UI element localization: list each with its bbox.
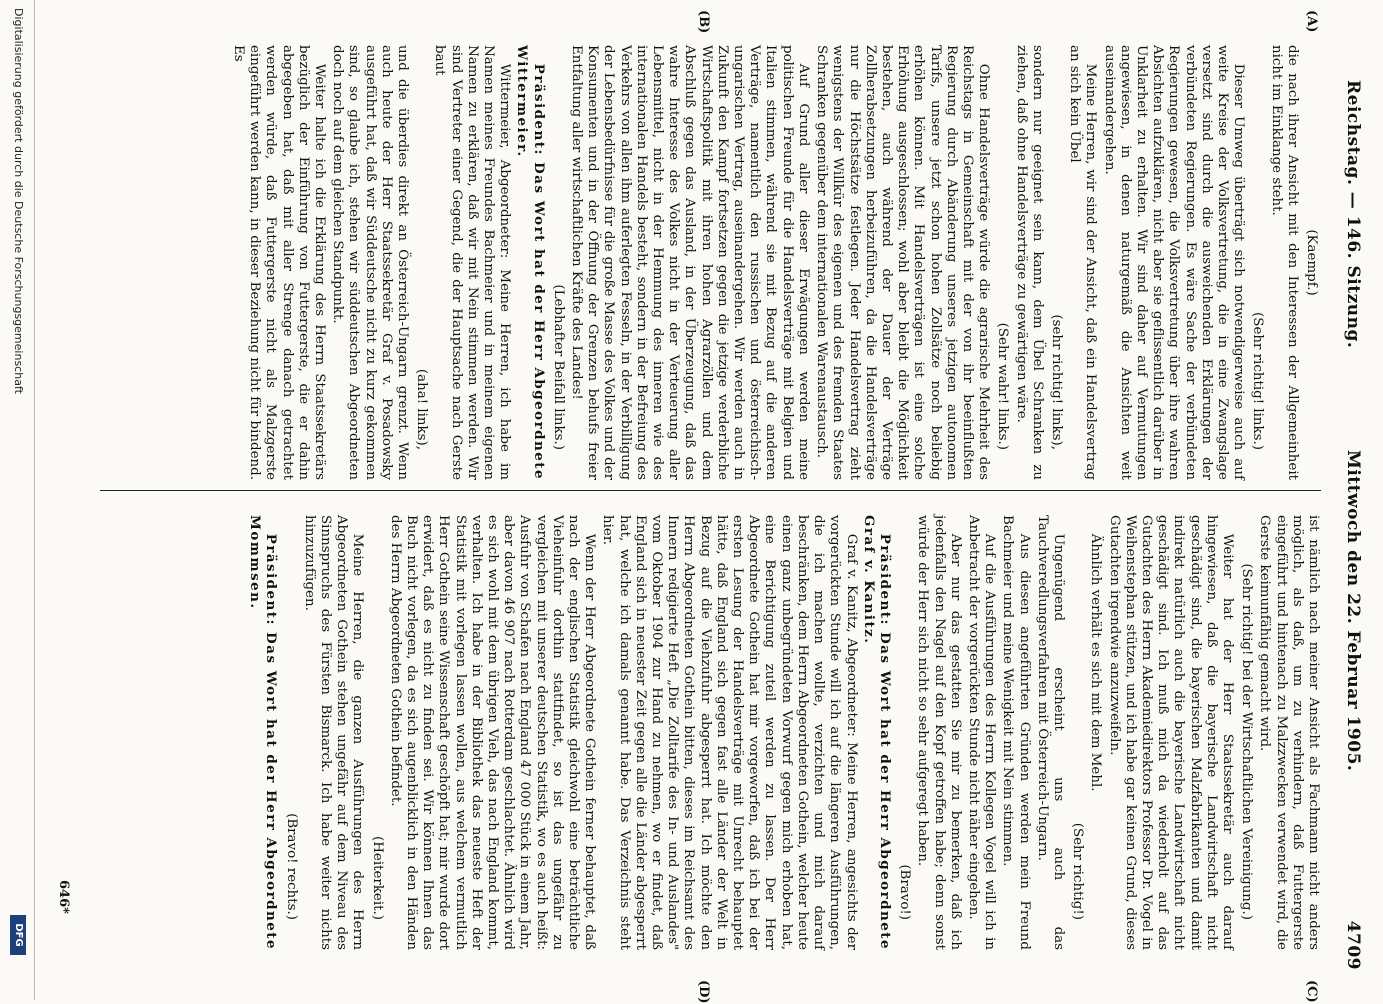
paragraph: Wenn der Herr Abgeordnete Gothein ferner behauptet, daß nach der englischen Statistik gleichwohl eine beträchtliche Vieheinfuhr dorthin stattfindet, so ist das ungefähr zu vergleichen mit unserer deutschen Statistik, wo es auch heißt: Ausfuhr von Schafen nach England 47 000 Stück in einem Jahr, aber davon 46 907 nach Rotterdam geschlachtet. Ähnlich wird es sich wohl mit dem übrigen Vieh, das nach England kommt, verhalten. Ich habe in der Bibliothek das neueste Heft der Statistik mit vorlegen lassen wollen, aus welchem vermutlich Herr Gothein seine Wissenschaft geschöpft hat; mir wurde dort erwidert, daß es nicht zu finden sei. Wir können Ihnen das Buch nicht vorlegen, da es sich augenblicklich in den Händen des Herrn Abgeordneten Gothein befindet. xyxy=(387,515,598,950)
folio-number: 646* xyxy=(56,880,71,914)
margin-marker-c: (C) xyxy=(1304,980,1319,1003)
header-session: Reichstag. — 146. Sitzung. xyxy=(1343,80,1363,349)
paragraph: Dieser Umweg überträgt sich notwendigerweise auch auf weite Kreise der Volksvertretung, die in eine Zwangslage versetzt sind durch die ausweichenden Erklärungen der verbündeten Regierungen. Es wäre Sache der verbündeten Regierungen gewesen, die Volksvertretung über ihre wahren Absichten aufzuklären, nicht aber sie geflissentlich darüber in Unklarheit zu erhalten. Wir sind daher auf Vermutungen angewiesen, in denen naturgemäß die Ansichten weit auseinandergehen. xyxy=(1101,45,1247,480)
interjection: (Sehr richtig! bei der Wirtschaftlichen Vereinigung.) xyxy=(1239,563,1255,920)
column-divider xyxy=(100,490,1321,491)
paragraph: ist nämlich nach meiner Ansicht als Fachmann nicht anders möglich, als daß, um zu verhindern, daß Futtergerste eingeführt und hintenach zu Malzzwecken verwendet wird, die Gerste keimunfähig gemacht wird. xyxy=(1257,515,1321,950)
interjection: (sehr richtig! links), xyxy=(1048,314,1064,450)
interjection: (Bravo!) xyxy=(897,864,913,920)
paragraph: Aber nur das gestatten Sie mir zu bemerken, daß ich jedenfalls den Nagel auf den Kopf getroffen habe; denn sonst würde der Herr sich nicht so sehr aufgeregt haben. xyxy=(915,515,963,950)
margin-marker-d: (D) xyxy=(696,980,711,1004)
president-statement: Präsident: Das Wort hat der Herr Abgeordnete Wittermeier. xyxy=(514,45,547,480)
paragraph: Meine Herren, wir sind der Ansicht, daß ein Handelsvertrag an sich kein Übel xyxy=(1067,45,1099,480)
margin-marker-a: (A) xyxy=(1304,10,1319,33)
paragraph: Meine Herren, die ganzen Ausführungen des Herrn Abgeordneten Gothein stehen ungefähr auf dem Niveau des Sinnspruchs des Fürsten Bismarck. Ich habe weiter nichts hinzuzufügen. xyxy=(301,515,366,950)
dfg-logo: DFG xyxy=(10,915,26,955)
paragraph: Graf v. Kanitz, Abgeordneter: Meine Herren, angesichts der vorgerückten Stunde will ich auf die längeren Ausführungen, die ich machen wollte, verzichten und mich darauf beschränken, dem Herrn Abgeordneten Gothein, welcher heute einen ganz unbegründeten Vorwurf gegen mich erhoben hat, eine Berichtigung zuteil werden zu lassen. Der Herr Abgeordnete Gothein hat mir vorgeworfen, daß ich bei der ersten Lesung der Handelsverträge mit Unrecht behauptet hätte, daß England sich gegen fast alle Länder der Welt in Bezug auf die Viehzufuhr abgesperrt hat. Ich möchte den Herrn Abgeordneten Gothein bitten, dieses im Reichsamt des Innern redigierte Heft „Die Zolltarife des In- und Auslandes" vom Oktober 1904 zur Hand zu nehmen, wo er findet, daß England sich in neuester Zeit gegen alle die Länder abgesperrt hat, welche ich damals genannt habe. Das Verzeichnis steht hier. xyxy=(600,515,859,950)
interjection: (Sehr wahr! links.) xyxy=(995,322,1011,450)
president-statement: Präsident: Das Wort hat der Herr Abgeordnete Graf v. Kanitz. xyxy=(860,515,893,950)
paragraph: Auf die Ausführungen des Herrn Kollegen Vogel will ich in Anbetracht der vorgerückten Stunde nicht näher eingehen. xyxy=(965,515,998,950)
digitization-footer xyxy=(0,0,35,1000)
interjection: (Sehr richtig! links.) xyxy=(1250,312,1266,450)
paragraph: Aus diesen angeführten Gründen werden mein Freund Bachmeier und meine Wenigkeit mit Nein stimmen. xyxy=(1000,515,1032,950)
paragraph: Weiter halte ich die Erklärung des Herrn Staatssekretärs bezüglich der Einführung von Futtergerste, die er dahin abgegeben hat, daß mit aller Strenge danach getrachtet werden würde, daß Futtergerste nicht als Malzgerste eingeführt werden kann, in dieser Beziehung nicht für bindend. Es xyxy=(231,45,328,480)
interjection: (Sehr richtig!) xyxy=(1070,822,1086,920)
right-column xyxy=(245,515,1321,950)
interjection: (aha! links), xyxy=(414,368,430,450)
paragraph: Auf Grund aller dieser Erwägungen werden meine politischen Freunde für die Handelsverträge mit Belgien und Italien stimmen, während sie mit Bezug auf die anderen Verträge, namentlich den russischen und österreichisch-ungarischen Vertrag, auseinandergehen. Wir werden auch in Zukunft den Kampf fortsetzen gegen die jetzige verderbliche Wirtschaftspolitik mit ihren hohen Agrarzöllen und dem Abschluß gegen das Ausland, in der Überzeugung, daß das wahre Interesse des Volkes nicht in der Verteuerung aller Lebensmittel, nicht in der Hemmung des inneren wie des internationalen Handels besteht, sondern in der Befreiung des Verkehrs von allen ihm auferlegten Fesseln, in der Verbilligung der Lebensbedürfnisse für die große Masse des Volkes und der Konsumenten und in der Öffnung der Grenzen behufs freier Entfaltung aller wirtschaftlichen Kräfte des Landes! xyxy=(569,45,811,480)
paragraph: die nach ihrer Ansicht mit den Interessen der Allgemeinheit nicht im Einklange steht. xyxy=(1268,45,1300,480)
interjection: (Heiterkeit.) xyxy=(369,836,385,920)
running-head xyxy=(1331,70,1371,970)
speaker-heading: (Kaempf.) xyxy=(1304,229,1319,296)
interjection: (Bravo! rechts.) xyxy=(283,813,299,920)
president-statement: Präsident: Das Wort hat der Herr Abgeordnete Mommsen. xyxy=(247,515,280,950)
header-page-number: 4709 xyxy=(1343,920,1363,970)
paragraph: Ohne Handelsverträge würde die agrarische Mehrheit des Reichstags in Gemeinschaft mit der von ihr beeinflußten Regierung durch Abänderung unseres jetzigen autonomen Tarifs, unsere jetzt schon hohen Zollsätze noch beliebig erhöhen können. Mit Handelsverträgen ist eine solche Erhöhung ausgeschlossen; wohl aber bleibt die Möglichkeit bestehen, auch während der Dauer der Verträge Zollherabsetzungen herbeizuführen, da die Handelsverträge nur die Höchstsätze festlegen. Jeder Handelsvertrag zieht wenigstens der Willkür des eigenen und des fremden Staates Schranken gegenüber dem internationalen Warenaustausch. xyxy=(814,45,992,480)
paragraph: Ungenügend erscheint uns auch das Tauchveredlungsverfahren mit Österreich-Ungarn. xyxy=(1034,515,1066,950)
header-date: Mittwoch den 22. Februar 1905. xyxy=(1343,450,1363,772)
left-column xyxy=(228,45,1321,480)
paragraph: sondern nur geeignet sein kann, dem Übel Schranken zu ziehen, daß ohne Handelsverträge zu gewärtigen wäre. xyxy=(1013,45,1045,480)
paragraph: Wittermeier, Abgeordneter: Meine Herren, ich habe im Namen meines Freundes Bachmeier und in meinem eigenen Namen zu erklären, daß wir mit Nein stimmen werden. Wir sind Vertreter einer Gegend, die der Hauptsache nach Gerste baut xyxy=(432,45,513,480)
paragraph: und die überdies direkt an Österreich-Ungarn grenzt. Wenn auch heute der Herr Staatssekretär Graf v. Posadowsky ausgeführt hat, daß wir Süddeutsche nicht zu kurz gekommen sind, so glaube ich, stehen wir süddeutschen Abgeordneten doch noch auf dem gleichen Standpunkt. xyxy=(330,45,411,480)
paragraph: Weiter hat der Herr Staatssekretär auch darauf hingewiesen, daß die bayerische Landwirtschaft nicht geschädigt sind, die bayerischen Malzfabrikanten und damit indirekt natürlich auch die bayerische Landwirtschaft nicht geschädigt sind. Ich muß mich da wiederholt auf das Gutachten des Herrn Akademiedirektors Professor Dr. Vogel in Weihenstephan stützen, und ich habe gar keinen Grund, dieses Gutachten irgendwie anzuzweifeln. xyxy=(1106,515,1235,950)
margin-marker-b: (B) xyxy=(696,10,711,34)
paragraph: Ähnlich verhält es sich mit dem Mehl. xyxy=(1088,533,1104,792)
interjection: (Lebhafter Beifall links.) xyxy=(550,284,566,450)
funding-credit: Digitalisierung gefördert durch die Deutsche Forschungsgemeinschaft xyxy=(12,8,25,394)
